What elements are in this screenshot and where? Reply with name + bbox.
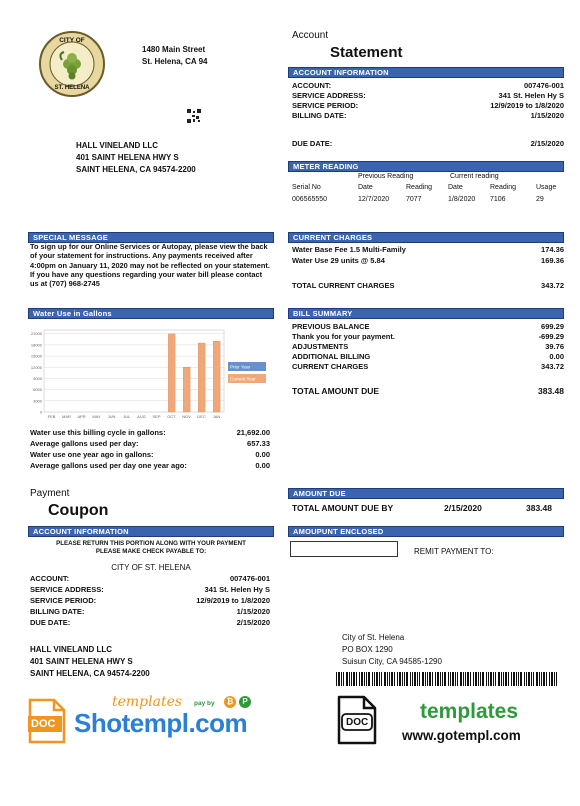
water-use-chart bbox=[28, 324, 276, 420]
coupon-info-label: ACCOUNT: bbox=[30, 574, 70, 583]
doc-label-left: DOC bbox=[31, 718, 56, 730]
barcode-bar bbox=[498, 672, 500, 686]
total-current-charges-row bbox=[292, 281, 564, 290]
barcode-bar bbox=[361, 672, 363, 686]
bill-summary-value: 39.76 bbox=[545, 342, 564, 351]
barcode-bar bbox=[541, 672, 542, 686]
coupon-customer-city-line: SAINT HELENA, CA 94574-2200 bbox=[30, 669, 150, 678]
barcode-bar bbox=[374, 672, 375, 686]
account-info-label: BILLING DATE: bbox=[292, 111, 347, 120]
bill-summary-value: 699.29 bbox=[541, 322, 564, 331]
barcode-bar bbox=[448, 672, 449, 686]
barcode-bar bbox=[524, 672, 525, 686]
barcode-bar bbox=[503, 672, 504, 686]
coupon-instruction-2: PLEASE MAKE CHECK PAYABLE TO: bbox=[95, 548, 207, 555]
barcode-bar bbox=[417, 672, 418, 686]
barcode-bar bbox=[364, 672, 365, 686]
barcode-bar bbox=[425, 672, 426, 686]
barcode-bar bbox=[554, 672, 555, 686]
barcode-bar bbox=[556, 672, 557, 686]
chart-y-tick-label: 9000 bbox=[33, 375, 42, 381]
chart-legend-label: Prior Year bbox=[230, 364, 251, 370]
chart-x-tick-label: JUN bbox=[107, 414, 116, 419]
due-date-label: DUE DATE: bbox=[292, 139, 333, 148]
coupon-info-label: SERVICE PERIOD: bbox=[30, 596, 97, 605]
barcode-bar bbox=[465, 672, 466, 686]
barcode-bar bbox=[528, 672, 530, 686]
water-use-heading: Water Use in Gallons bbox=[28, 308, 274, 319]
coupon-info-label: SERVICE ADDRESS: bbox=[30, 585, 104, 594]
chart-bar bbox=[183, 367, 190, 412]
total-current-charges-value: 343.72 bbox=[541, 281, 564, 290]
water-use-value: 0.00 bbox=[255, 450, 270, 459]
total-amount-due-row bbox=[292, 386, 564, 397]
account-info-row bbox=[292, 111, 564, 120]
coupon-info-value: 12/9/2019 to 1/8/2020 bbox=[196, 596, 270, 605]
barcode-bar bbox=[488, 672, 489, 686]
amount-due-date: 2/15/2020 bbox=[444, 503, 482, 513]
barcode-bar bbox=[478, 672, 479, 686]
water-use-label: Average gallons used per day: bbox=[30, 439, 139, 448]
bill-summary-value: -699.29 bbox=[538, 332, 564, 341]
barcode-bar bbox=[531, 672, 532, 686]
barcode-bar bbox=[546, 672, 547, 686]
barcode-bar bbox=[526, 672, 527, 686]
current-charges-heading: CURRENT CHARGES bbox=[288, 232, 564, 243]
coupon-title-large: Coupon bbox=[48, 502, 109, 519]
customer-street: 401 SAINT HELENA HWY S bbox=[76, 153, 179, 162]
water-use-row bbox=[30, 439, 270, 448]
barcode-bar bbox=[533, 672, 534, 686]
barcode-bar bbox=[470, 672, 471, 686]
water-use-label: Water use one year ago in gallons: bbox=[30, 450, 154, 459]
meter-column-header: Reading bbox=[406, 184, 433, 191]
chart-x-tick-label: OCT bbox=[167, 414, 176, 419]
barcode-bar bbox=[384, 672, 386, 686]
barcode-bar bbox=[372, 672, 373, 686]
brand-url: www.gotempl.com bbox=[402, 728, 521, 743]
barcode-bar bbox=[379, 672, 380, 686]
account-info-value: 341 St. Helen Hy S bbox=[498, 91, 564, 100]
remit-line3: Suisun City, CA 94585-1290 bbox=[342, 657, 442, 666]
barcode-bar bbox=[359, 672, 360, 686]
bill-summary-label: ADJUSTMENTS bbox=[292, 342, 349, 351]
seal-text-top: CITY OF bbox=[59, 37, 85, 44]
bill-summary-row bbox=[292, 332, 564, 341]
barcode-bar bbox=[435, 672, 436, 686]
barcode-bar bbox=[432, 672, 433, 686]
bill-summary-row bbox=[292, 342, 564, 351]
meter-group-prev: Previous Reading bbox=[358, 173, 414, 180]
remit-line2: PO BOX 1290 bbox=[342, 645, 393, 654]
barcode-bar bbox=[389, 672, 390, 686]
chart-bar bbox=[198, 343, 205, 412]
postal-barcode bbox=[336, 672, 560, 686]
account-info-label: SERVICE ADDRESS: bbox=[292, 91, 366, 100]
remit-payment-label: REMIT PAYMENT TO: bbox=[414, 547, 494, 556]
amount-due-value: 383.48 bbox=[526, 503, 552, 513]
current-charge-row bbox=[292, 245, 564, 254]
coupon-info-label: DUE DATE: bbox=[30, 618, 71, 627]
bill-summary-value: 343.72 bbox=[541, 362, 564, 371]
barcode-bar bbox=[543, 672, 545, 686]
barcode-bar bbox=[406, 672, 408, 686]
barcode-bar bbox=[463, 672, 464, 686]
meter-value: 7077 bbox=[406, 196, 422, 203]
statement-title-large: Statement bbox=[330, 44, 403, 61]
meter-value: 7106 bbox=[490, 196, 506, 203]
current-charge-value: 169.36 bbox=[541, 256, 564, 265]
amount-due-label: TOTAL AMOUNT DUE BY bbox=[292, 503, 394, 513]
barcode-bar bbox=[429, 672, 431, 686]
chart-x-tick-label: DEC bbox=[197, 414, 206, 419]
bill-summary-label: ADDITIONAL BILLING bbox=[292, 352, 371, 361]
barcode-bar bbox=[450, 672, 451, 686]
barcode-bar bbox=[539, 672, 540, 686]
coupon-instruction-1: PLEASE RETURN THIS PORTION ALONG WITH YOUR PAYMENT bbox=[56, 540, 246, 547]
barcode-bar bbox=[482, 672, 484, 686]
barcode-bar bbox=[551, 672, 553, 686]
barcode-bar bbox=[536, 672, 538, 686]
barcode-bar bbox=[480, 672, 481, 686]
coupon-info-value: 341 St. Helen Hy S bbox=[204, 585, 270, 594]
barcode-bar bbox=[493, 672, 494, 686]
special-message-heading: SPECIAL MESSAGE bbox=[28, 232, 274, 243]
brand-shotempl: Shotempl.com bbox=[74, 708, 248, 738]
total-current-charges-label: TOTAL CURRENT CHARGES bbox=[292, 281, 395, 290]
meter-value: 006565550 bbox=[292, 196, 328, 203]
meter-value: 1/8/2020 bbox=[448, 196, 476, 203]
barcode-bar bbox=[356, 672, 357, 686]
amount-enclosed-input[interactable] bbox=[290, 541, 398, 557]
chart-y-tick-label: 18000 bbox=[30, 342, 42, 348]
account-info-heading: ACCOUNT INFORMATION bbox=[288, 67, 564, 78]
coupon-info-value: 1/15/2020 bbox=[236, 607, 270, 616]
city-address-line2: St. Helena, CA 94 bbox=[142, 57, 208, 66]
chart-x-tick-label: NOV bbox=[182, 414, 191, 419]
brand-templates-green: templates bbox=[420, 700, 519, 723]
coupon-title-small: Payment bbox=[30, 488, 70, 499]
barcode-bar bbox=[336, 672, 337, 686]
barcode-bar bbox=[455, 672, 456, 686]
qr-code bbox=[187, 109, 201, 123]
current-charge-label: Water Use 29 units @ 5.84 bbox=[292, 256, 385, 265]
bill-summary-label: CURRENT CHARGES bbox=[292, 362, 369, 371]
barcode-bar bbox=[511, 672, 512, 686]
account-info-label: ACCOUNT: bbox=[292, 81, 332, 90]
water-use-value: 0.00 bbox=[255, 461, 270, 470]
barcode-bar bbox=[351, 672, 352, 686]
barcode-bar bbox=[399, 672, 401, 686]
meter-column-header: Date bbox=[448, 184, 463, 191]
meter-heading: METER READING bbox=[288, 161, 564, 172]
barcode-bar bbox=[343, 672, 344, 686]
chart-y-tick-label: 12000 bbox=[30, 364, 42, 370]
barcode-bar bbox=[410, 672, 411, 686]
account-info-row bbox=[292, 101, 564, 110]
current-charge-row bbox=[292, 256, 564, 265]
barcode-bar bbox=[486, 672, 487, 686]
water-use-row bbox=[30, 428, 270, 437]
barcode-bar bbox=[349, 672, 350, 686]
barcode-bar bbox=[341, 672, 342, 686]
coupon-info-row bbox=[30, 596, 270, 605]
barcode-bar bbox=[442, 672, 443, 686]
chart-x-tick-label: MAR bbox=[62, 414, 71, 419]
barcode-bar bbox=[473, 672, 474, 686]
brand-templates-script: templates bbox=[112, 694, 183, 710]
doc-label-right: DOC bbox=[346, 717, 369, 728]
coupon-customer-name: HALL VINELAND LLC bbox=[30, 645, 113, 654]
chart-y-tick-label: 15000 bbox=[30, 353, 42, 359]
pay-by-text: pay by bbox=[194, 700, 215, 707]
barcode-bar bbox=[516, 672, 517, 686]
chart-legend-label: Current Year bbox=[230, 376, 256, 382]
coupon-info-row bbox=[30, 618, 270, 627]
chart-bar bbox=[213, 341, 220, 412]
coupon-info-row bbox=[30, 574, 270, 583]
barcode-bar bbox=[366, 672, 367, 686]
statement-title-small: Account bbox=[292, 30, 329, 41]
barcode-bar bbox=[440, 672, 441, 686]
barcode-bar bbox=[460, 672, 462, 686]
chart-plot-area bbox=[44, 330, 224, 412]
barcode-bar bbox=[394, 672, 395, 686]
barcode-bar bbox=[397, 672, 398, 686]
due-date-value: 2/15/2020 bbox=[530, 139, 564, 148]
barcode-bar bbox=[412, 672, 413, 686]
barcode-bar bbox=[501, 672, 502, 686]
chart-y-tick-label: 21000 bbox=[30, 331, 42, 337]
bill-summary-label: PREVIOUS BALANCE bbox=[292, 322, 370, 331]
bill-summary-row bbox=[292, 352, 564, 361]
barcode-bar bbox=[452, 672, 454, 686]
meter-group-curr: Current reading bbox=[450, 173, 499, 180]
barcode-bar bbox=[475, 672, 477, 686]
current-charge-value: 174.36 bbox=[541, 245, 564, 254]
barcode-bar bbox=[422, 672, 424, 686]
barcode-bar bbox=[437, 672, 439, 686]
remit-line1: City of St. Helena bbox=[342, 633, 405, 642]
coupon-info-row bbox=[30, 607, 270, 616]
bill-summary-row bbox=[292, 362, 564, 371]
barcode-bar bbox=[444, 672, 446, 686]
due-date-row bbox=[292, 139, 564, 148]
amount-enclosed-heading: AMOUPUNT ENCLOSED bbox=[288, 526, 564, 537]
barcode-bar bbox=[353, 672, 355, 686]
chart-y-tick-label: 3000 bbox=[33, 398, 42, 404]
barcode-bar bbox=[376, 672, 378, 686]
total-amount-due-label: TOTAL AMOUNT DUE bbox=[292, 386, 380, 396]
barcode-bar bbox=[495, 672, 496, 686]
barcode-bar bbox=[387, 672, 388, 686]
barcode-bar bbox=[419, 672, 420, 686]
chart-x-tick-label: JAN bbox=[212, 414, 221, 419]
paypal-icon: P bbox=[239, 696, 251, 708]
water-use-value: 21,692.00 bbox=[236, 428, 270, 437]
barcode-bar bbox=[402, 672, 403, 686]
barcode-bar bbox=[404, 672, 405, 686]
account-info-value: 12/9/2019 to 1/8/2020 bbox=[490, 101, 564, 110]
coupon-customer-street: 401 SAINT HELENA HWY S bbox=[30, 657, 133, 666]
bill-summary-heading: BILL SUMMARY bbox=[288, 308, 564, 319]
customer-city-line: SAINT HELENA, CA 94574-2200 bbox=[76, 165, 196, 174]
customer-name: HALL VINELAND LLC bbox=[76, 141, 159, 150]
account-info-row bbox=[292, 81, 564, 90]
account-info-label: SERVICE PERIOD: bbox=[292, 101, 359, 110]
chart-x-tick-label: JUL bbox=[122, 414, 131, 419]
chart-x-tick-label: APR bbox=[77, 414, 86, 419]
meter-column-header: Usage bbox=[536, 184, 557, 191]
coupon-account-info-heading: ACCOUNT INFORMATION bbox=[28, 526, 274, 537]
chart-y-tick-label: 0 bbox=[39, 409, 42, 415]
water-use-row bbox=[30, 450, 270, 459]
chart-x-tick-label: AUG bbox=[137, 414, 146, 419]
chart-x-tick-label: MAY bbox=[92, 414, 101, 419]
doc-file-icon-right bbox=[336, 694, 378, 746]
meter-column-header: Serial No bbox=[292, 184, 321, 191]
bill-summary-value: 0.00 bbox=[549, 352, 564, 361]
barcode-bar bbox=[505, 672, 507, 686]
chart-x-tick-label: SEP bbox=[152, 414, 161, 419]
barcode-bar bbox=[467, 672, 469, 686]
barcode-bar bbox=[391, 672, 393, 686]
bill-summary-label: Thank you for your payment. bbox=[292, 332, 395, 341]
current-charge-label: Water Base Fee 1.5 Multi-Family bbox=[292, 245, 406, 254]
meter-value: 29 bbox=[536, 196, 544, 203]
barcode-bar bbox=[346, 672, 348, 686]
barcode-bar bbox=[518, 672, 519, 686]
barcode-bar bbox=[508, 672, 509, 686]
account-info-row bbox=[292, 91, 564, 100]
meter-column-header: Date bbox=[358, 184, 373, 191]
account-info-value: 1/15/2020 bbox=[530, 111, 564, 120]
city-seal bbox=[38, 30, 106, 98]
total-amount-due-value: 383.48 bbox=[538, 386, 564, 396]
chart-bar bbox=[168, 334, 175, 412]
water-use-row bbox=[30, 461, 270, 470]
coupon-info-value: 007476-001 bbox=[229, 574, 270, 583]
meter-column-header: Reading bbox=[490, 184, 517, 191]
barcode-bar bbox=[457, 672, 458, 686]
bitcoin-icon: ₿ bbox=[224, 696, 236, 708]
barcode-bar bbox=[490, 672, 492, 686]
barcode-bar bbox=[427, 672, 428, 686]
barcode-bar bbox=[368, 672, 370, 686]
barcode-bar bbox=[338, 672, 340, 686]
barcode-bar bbox=[414, 672, 416, 686]
city-address-line1: 1480 Main Street bbox=[142, 45, 206, 54]
coupon-info-value: 2/15/2020 bbox=[236, 618, 270, 627]
coupon-info-row bbox=[30, 585, 270, 594]
water-use-value: 657.33 bbox=[247, 439, 270, 448]
meter-value: 12/7/2020 bbox=[358, 196, 390, 203]
coupon-info-label: BILLING DATE: bbox=[30, 607, 85, 616]
barcode-bar bbox=[381, 672, 382, 686]
amount-due-heading: AMOUNT DUE bbox=[288, 488, 564, 499]
doc-file-icon-left bbox=[28, 698, 66, 744]
bill-summary-row bbox=[292, 322, 564, 331]
barcode-bar bbox=[520, 672, 522, 686]
water-use-label: Average gallons used per day one year ago: bbox=[30, 461, 187, 470]
chart-x-tick-label: FEB bbox=[47, 414, 56, 419]
coupon-payee: CITY OF ST. HELENA bbox=[111, 563, 191, 572]
barcode-bar bbox=[513, 672, 515, 686]
seal-text-bottom: ST. HELENA bbox=[54, 85, 90, 91]
account-info-value: 007476-001 bbox=[523, 81, 564, 90]
chart-y-tick-label: 6000 bbox=[33, 387, 42, 393]
special-message-text: To sign up for our Online Services or Autopay, please view the back of your statement for instructions. Any payments received after 4:00pm on January 11, 2020 may not be reflected on your statement. If you have any questions regarding your water bill please contact us at (707) 968-2745 bbox=[30, 242, 270, 289]
barcode-bar bbox=[549, 672, 550, 686]
water-use-label: Water use this billing cycle in gallons: bbox=[30, 428, 166, 437]
